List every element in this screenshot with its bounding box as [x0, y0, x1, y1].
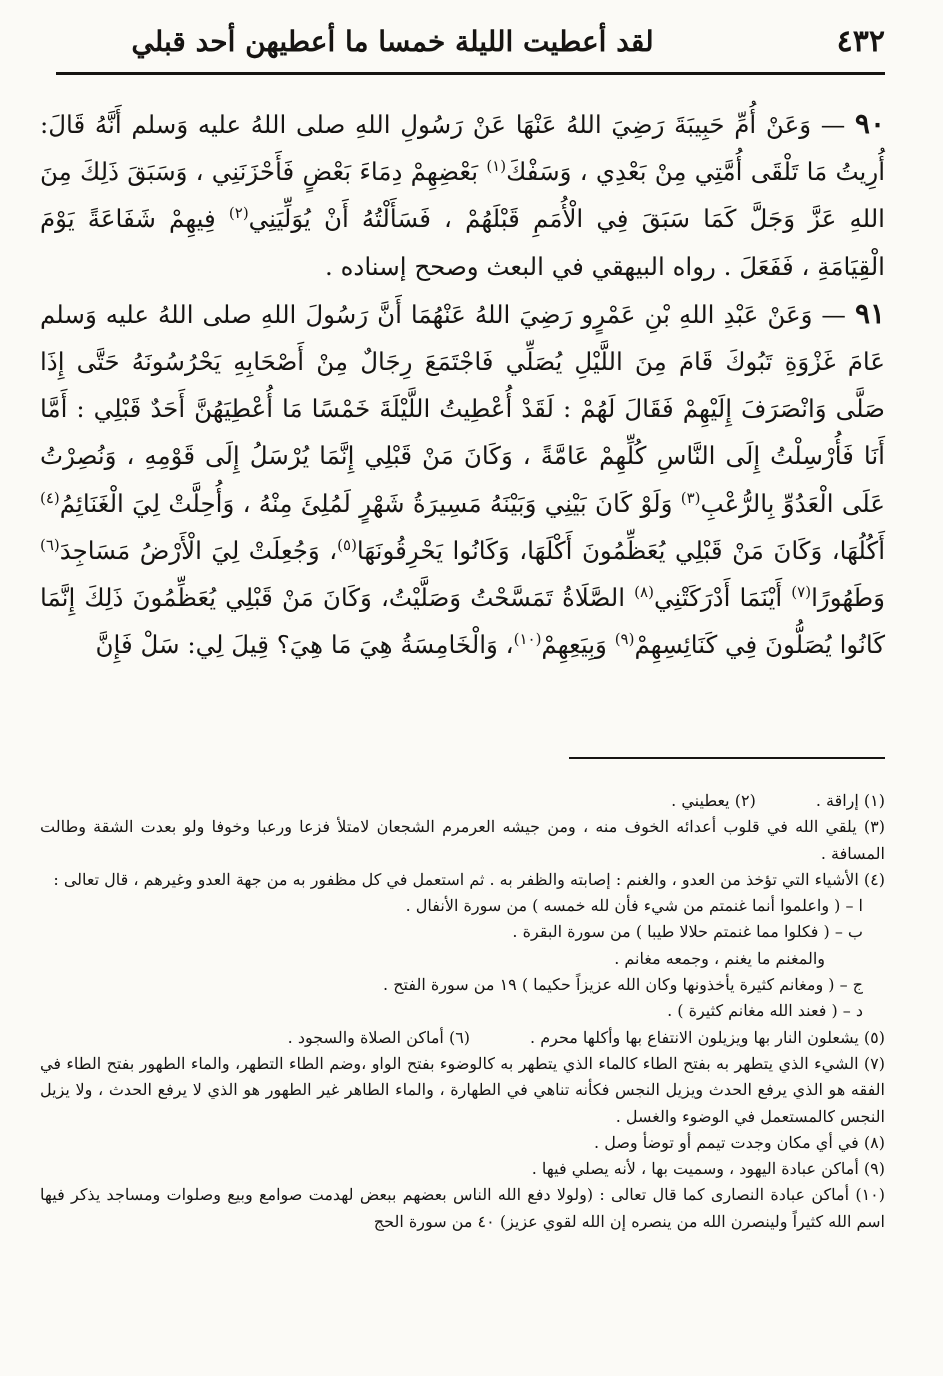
footnote-4-b: ب – ( فكلوا مما غنمتم حلالا طيبا ) من سورة البقرة . — [512, 922, 863, 942]
hadith-text: وَطَهُورًا — [811, 583, 885, 613]
hadith-91 — [40, 290, 885, 669]
header-divider — [56, 72, 885, 75]
running-title: لقد أعطيت الليلة خمسا ما أعطيهن أحد قبلي — [131, 25, 654, 58]
page-header — [40, 22, 885, 64]
hadith-number: ٩١ — [854, 296, 886, 330]
footnote-1-2 — [40, 788, 885, 814]
hadith-text: — وَعَنْ عَبْدِ اللهِ بْنِ عَمْرٍو رَضِيَ اللهُ عَنْهُمَا أَنَّ رَسُولَ اللهِ صلى اللهُ عليه وَسلم عَامَ غَزْوَةِ تَبُوكَ قَامَ مِنَ اللَّيْلِ يُصَلِّي فَاجْتَمَعَ رِجَالٌ مِنْ أَصْحَابِهِ يَحْرُسُونَهُ حَتَّى إِذَا صَلَّى وَانْصَرَفَ إِلَيْهِمْ فَقَالَ لَهُمْ : لَقَدْ أُعْطِيتُ اللَّيْلَةَ خَمْسًا مَا أُعْطِيَهُنَّ أَحَدٌ قَبْلِي : أَمَّا أَنَا فَأُرْسِلْتُ إِلَى النَّاسِ كُلِّهِمْ عَامَّةً ، وَكَانَ مَنْ قَبْلِي إِنَّمَا يُرْسَلُ إِلَى قَوْمِهِ ، وَنُصِرْتُ عَلَى الْعَدُوِّ بِالرُّعْبِ — [40, 299, 886, 518]
hadith-text: الصَّلَاةُ تَمَسَّحْتُ وَصَلَّيْتُ، وَكَانَ مَنْ قَبْلِي يُعَظِّمُونَ ذَلِكَ إِنَّمَا كَانُوا يُصَلُّونَ فِي كَنَائِسِهِمْ — [40, 583, 885, 660]
footnote-4-d: د – ( فعند الله مغانم كثيرة ) . — [667, 1001, 863, 1021]
footnote-7: (٧) الشيء الذي يتطهر به بفتح الطاء كالماء الذي يتطهر به كالوضوء بفتح الواو ،وضم الطاء التطهر، والماء الطهور بفتح الطاء في الفقه هو الذي يرفع الحدث ويزيل النجس فكأنه تناهي في الطهارة ، والماء الطاهر غير الطهور هو الذي لا يرفع الحدث ، ولا يزيل النجس كالمستعمل في الوضوء والغسل . — [40, 1053, 885, 1126]
footnote-ref-10: (١٠) — [513, 630, 542, 649]
hadith-text: أَكُلُهَا، وَكَانَ مَنْ قَبْلِي يُعَظِّمُونَ أَكْلَهَا، وَكَانُوا يَحْرِقُونَهَا — [356, 535, 886, 565]
hadith-text: بَعْضِهِمْ دِمَاءَ بَعْضٍ فَأَحْزَنَنِي ، وَسَبَقَ ذَلِكَ مِنَ اللهِ عَزَّ وَجَلَّ كَمَا سَبَقَ فِي الْأُمَمِ قَبْلَهُمْ ، فَسَأَلْتُهُ أَنْ يُوَلِّيَنِي — [40, 157, 885, 234]
footnote-ref-7: (٧) — [791, 582, 812, 601]
footnote-ref-6: (٦) — [40, 535, 60, 554]
footnote-ref-9: (٩) — [614, 630, 635, 649]
book-page — [40, 0, 885, 1376]
footnote-ref-5: (٥) — [337, 535, 357, 554]
footnote-ref-8: (٨) — [634, 582, 654, 601]
footnote-3: (٣) يلقي الله في قلوب أعدائه الخوف منه ، ومن جيشه العرمرم الشجعان لامتلأ فزعا ورعبا وخوفا ولو بعدت الشقة وطالت المسافة . — [40, 817, 885, 863]
hadith-text: — وَعَنْ أُمِّ حَبِيبَةَ رَضِيَ اللهُ عَنْهَا عَنْ رَسُولِ اللهِ صلى اللهُ عليه وَسلم أَنَّهُ قَالَ: أُرِيتُ مَا تَلْقَى أُمَّتِي مِنْ بَعْدِي ، وَسَفْكَ — [40, 110, 885, 187]
footnote-4-c: ج – ( ومغانم كثيرة يأخذونها وكان الله عزيزاً حكيما ) ١٩ من سورة الفتح . — [383, 975, 863, 995]
footnote-ref-4: (٤) — [40, 488, 60, 507]
footnote-9: (٩) أماكن عبادة اليهود ، وسميت بها ، لأنه يصلي فيها . — [531, 1159, 885, 1179]
footnote-6: (٦) أماكن الصلاة والسجود . — [287, 1027, 471, 1047]
hadith-text: وَبِيَعِهِمْ — [541, 630, 607, 660]
footnote-8: (٨) في أي مكان وجدت تيمم أو توضأ وصل . — [594, 1132, 885, 1152]
footnote-4-a: ا – ( واعلموا أنما غنمتم من شيء فأن لله خمسه ) من سورة الأنفال . — [405, 896, 863, 916]
footnotes — [40, 788, 885, 1235]
footnote-divider — [569, 757, 885, 759]
footnote-ref-2: (٢) — [228, 204, 249, 223]
hadith-text: أَيْنَمَا أَدْرَكَتْنِي — [653, 583, 783, 613]
footnote-ref-1: (١) — [486, 157, 507, 176]
footnote-4-b-note: والمغنم ما يغنم ، وجمعه مغانم . — [614, 948, 825, 968]
page-number: ٤٣٢ — [836, 24, 885, 59]
footnote-4: (٤) الأشياء التي تؤخذ من العدو ، والغنم : إصابته والظفر به . ثم استعمل في كل مظفور به من جهة العدو وغيرهم ، قال تعالى : — [53, 869, 885, 889]
hadith-text: فِيهِمْ شَفَاعَةً يَوْمَ الْقِيَامَةِ ، فَفَعَلَ . رواه البيهقي في البعث وصحح إسناده . — [40, 204, 885, 281]
main-text — [40, 100, 885, 668]
hadith-text: وَلَوْ كَانَ بَيْنِي وَبَيْنَهُ مَسِيرَةُ شَهْرٍ لَمُلِئَ مِنْهُ ، وَأُحِلَّتْ لِيَ الْغَنَائِمُ — [59, 488, 673, 518]
hadith-90 — [40, 100, 885, 290]
hadith-number: ٩٠ — [854, 107, 885, 140]
footnote-5-6 — [40, 1025, 885, 1051]
footnote-2: (٢) يعطيني . — [671, 791, 756, 810]
footnote-ref-3: (٣) — [680, 488, 701, 507]
footnote-10: (١٠) أماكن عبادة النصارى كما قال تعالى : (ولولا دفع الله الناس بعضهم ببعض لهدمت صوامع وبيع وصلوات ومساجد يذكر فيها اسم الله كثيراً ولينصرن الله من ينصره إن الله لقوي عزيز) ٤٠ من سورة الحج — [40, 1185, 886, 1231]
hadith-text: ، وَجُعِلَتْ لِيَ الْأَرْضُ مَسَاجِدَ — [59, 535, 338, 565]
footnote-5: (٥) يشعلون النار بها ويزيلون الانتفاع بها وأكلها محرم . — [530, 1027, 885, 1047]
footnote-1: (١) إراقة . — [815, 791, 885, 810]
hadith-text: ، وَالْخَامِسَةُ هِيَ مَا هِيَ؟ قِيلَ لِي: سَلْ فَإِنَّ — [95, 630, 514, 660]
